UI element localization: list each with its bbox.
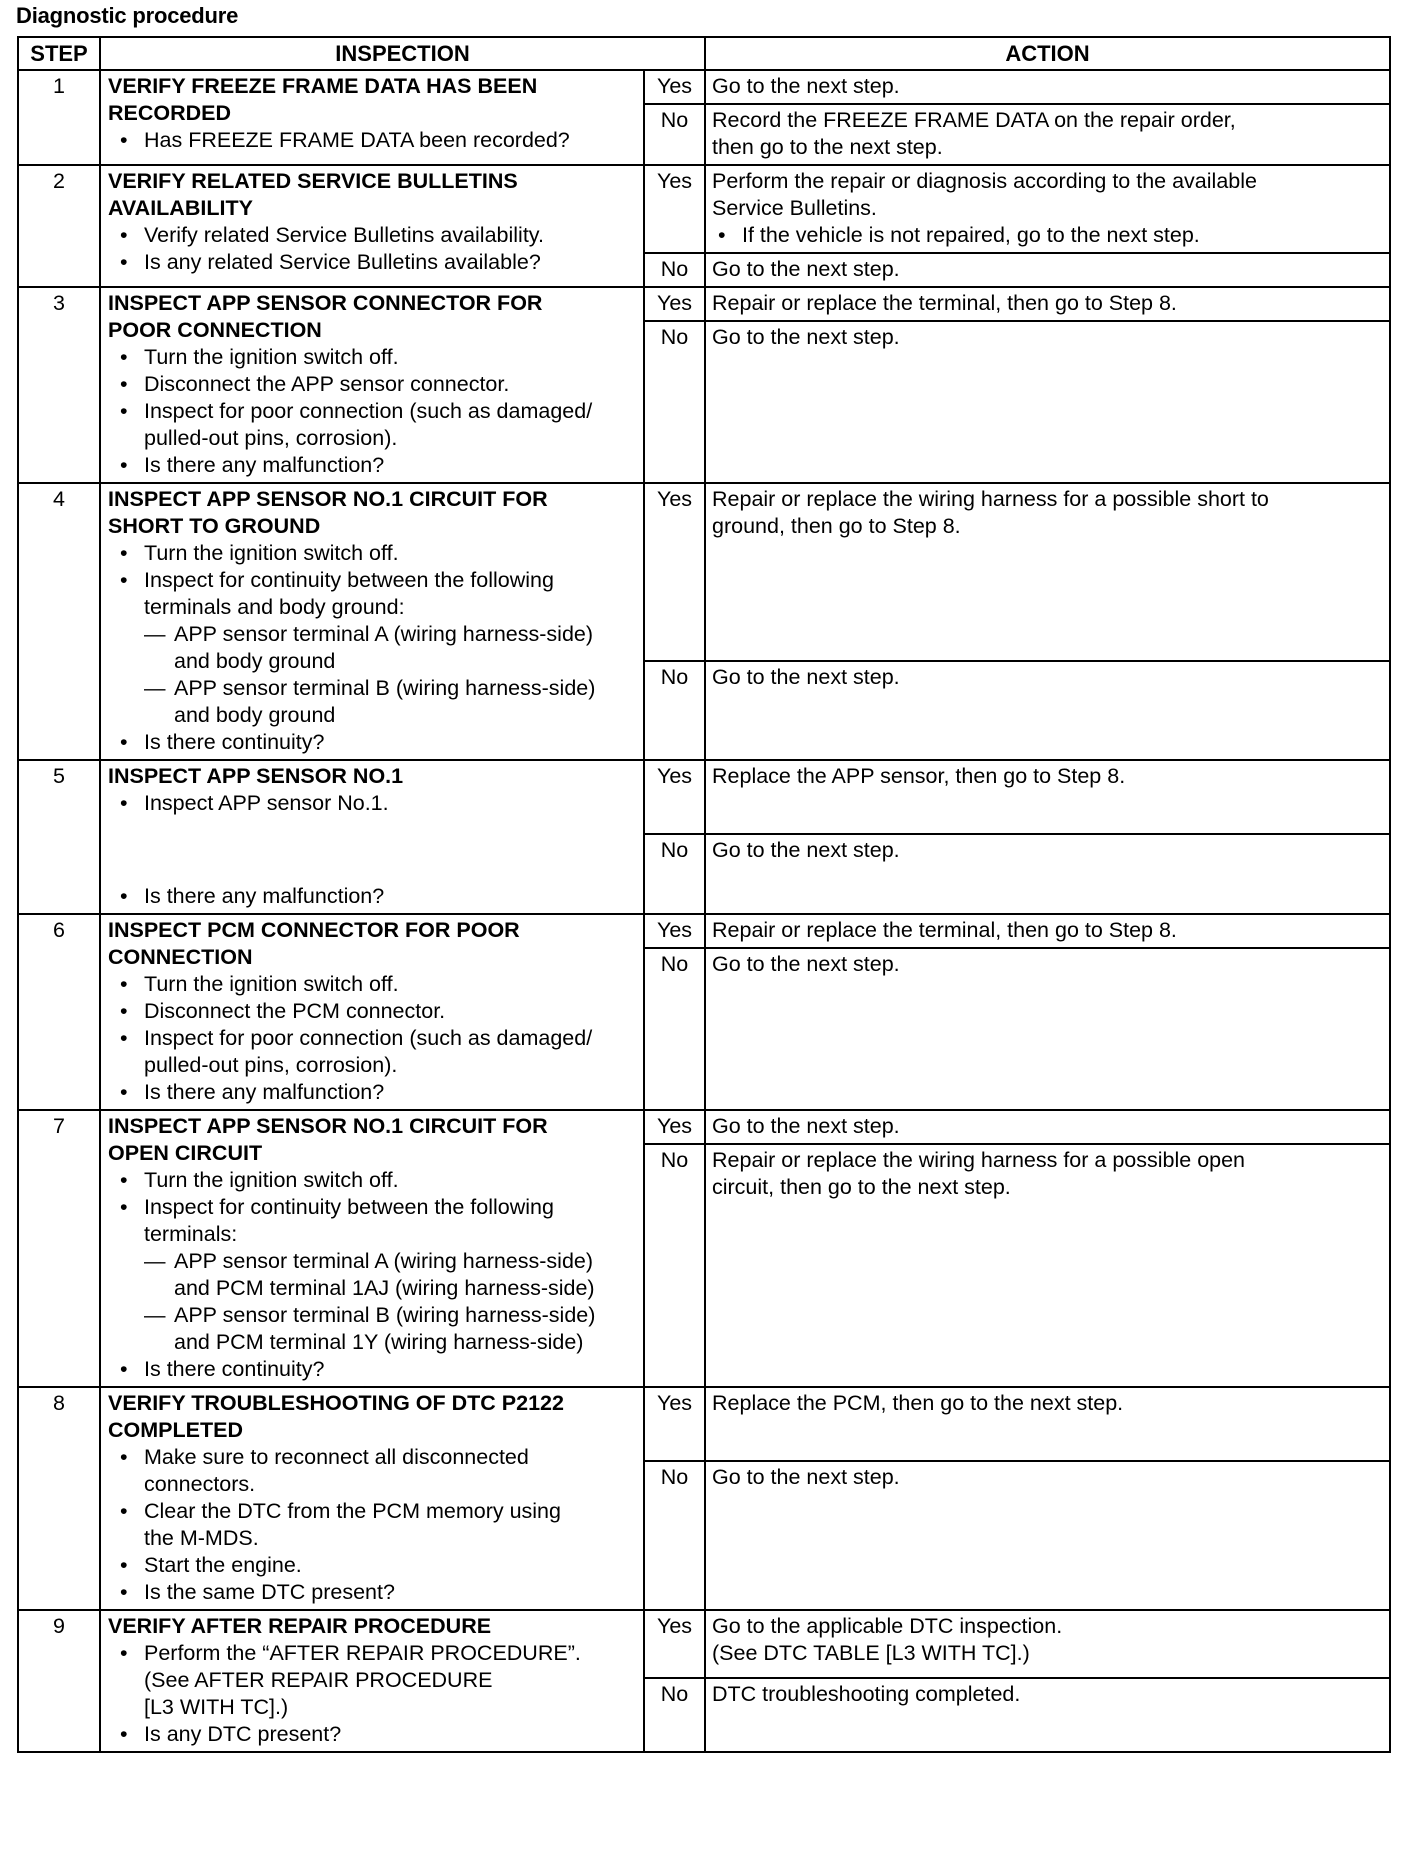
inspection-cell: [100, 483, 644, 760]
yes-label: Yes: [644, 760, 705, 834]
bullet-item: • Clear the DTC from the PCM memory using the M-MDS.: [144, 1498, 639, 1552]
no-label: No: [644, 104, 705, 165]
bullet-item: • Disconnect the PCM connector.: [144, 998, 639, 1025]
bullet-item: • Is any related Service Bulletins available?: [144, 249, 639, 276]
header-inspection: INSPECTION: [100, 37, 705, 70]
step-title: INSPECT APP SENSOR NO.1 CIRCUIT FOR OPEN CIRCUIT: [108, 1114, 548, 1165]
step-title: INSPECT APP SENSOR NO.1 CIRCUIT FOR SHORT TO GROUND: [108, 487, 548, 538]
yes-action: Replace the PCM, then go to the next step.: [705, 1387, 1390, 1461]
step-number: 9: [18, 1610, 100, 1752]
yes-label: Yes: [644, 165, 705, 253]
diagnostic-table: [17, 36, 1391, 1753]
no-action: Go to the next step.: [705, 1461, 1390, 1610]
no-action: DTC troubleshooting completed.: [705, 1678, 1390, 1752]
no-action: Go to the next step.: [705, 948, 1390, 1110]
bullet-item: • Perform the “AFTER REPAIR PROCEDURE”. (See AFTER REPAIR PROCEDURE [L3 WITH TC].): [144, 1640, 639, 1721]
inspection-cell: [100, 914, 644, 1110]
yes-label: Yes: [644, 1387, 705, 1461]
yes-action: Repair or replace the wiring harness for a possible short to ground, then go to Step 8.: [705, 483, 1390, 661]
yes-action: Repair or replace the terminal, then go to Step 8.: [705, 287, 1390, 321]
no-action: Go to the next step.: [705, 661, 1390, 760]
no-label: No: [644, 253, 705, 287]
inspection-cell: [100, 70, 644, 165]
step-title: VERIFY TROUBLESHOOTING OF DTC P2122 COMPLETED: [108, 1391, 564, 1442]
table-row: [18, 760, 1390, 834]
step-title: VERIFY AFTER REPAIR PROCEDURE: [108, 1614, 492, 1638]
yes-label: Yes: [644, 914, 705, 948]
no-label: No: [644, 1461, 705, 1610]
bullet-item: • Turn the ignition switch off.: [144, 540, 639, 567]
sub-item: — APP sensor terminal B (wiring harness-side) and PCM terminal 1Y (wiring harness-side): [144, 1303, 596, 1354]
step-number: 5: [18, 760, 100, 914]
header-step: STEP: [18, 37, 100, 70]
bullet-item: • Turn the ignition switch off.: [144, 344, 639, 371]
bullet-item: • Inspect for continuity between the following terminals and body ground: — APP sensor terminal A (wiring harness-side) and body ground — APP sensor terminal B (wiring harness-side) and body ground: [144, 567, 639, 729]
bullet-item: • Inspect APP sensor No.1.: [144, 790, 639, 817]
inspection-cell: [100, 1610, 644, 1752]
yes-action: Go to the next step.: [705, 70, 1390, 104]
no-action: Go to the next step.: [705, 253, 1390, 287]
sub-item: — APP sensor terminal A (wiring harness-side) and PCM terminal 1AJ (wiring harness-side): [144, 1249, 595, 1300]
inspection-cell: [100, 760, 644, 914]
table-row: [18, 1110, 1390, 1144]
no-action: Record the FREEZE FRAME DATA on the repair order, then go to the next step.: [705, 104, 1390, 165]
bullet-item: • Is there any malfunction?: [144, 1079, 639, 1106]
bullet-item: • Is there any malfunction?: [144, 452, 639, 479]
inspection-cell: [100, 1387, 644, 1610]
inspection-cell: [100, 165, 644, 287]
step-title: INSPECT PCM CONNECTOR FOR POOR CONNECTION: [108, 918, 520, 969]
no-label: No: [644, 948, 705, 1110]
step-number: 4: [18, 483, 100, 760]
yes-action: Repair or replace the terminal, then go to Step 8.: [705, 914, 1390, 948]
page-title: Diagnostic procedure: [16, 3, 239, 28]
no-label: No: [644, 321, 705, 483]
no-action: Repair or replace the wiring harness for a possible open circuit, then go to the next step.: [705, 1144, 1390, 1387]
table-row: [18, 287, 1390, 321]
bullet-item: • Is there continuity?: [144, 1356, 639, 1383]
step-title: INSPECT APP SENSOR NO.1: [108, 764, 404, 788]
bullet-item: • Disconnect the APP sensor connector.: [144, 371, 639, 398]
step-number: 7: [18, 1110, 100, 1387]
yes-label: Yes: [644, 1110, 705, 1144]
step-title: INSPECT APP SENSOR CONNECTOR FOR POOR CONNECTION: [108, 291, 543, 342]
yes-action: Perform the repair or diagnosis according to the available Service Bulletins. • If the vehicle is not repaired, go to the next step.: [705, 165, 1390, 253]
table-row: [18, 165, 1390, 253]
table-row: [18, 914, 1390, 948]
step-title: VERIFY RELATED SERVICE BULLETINS AVAILABILITY: [108, 169, 518, 220]
step-number: 8: [18, 1387, 100, 1610]
bullet-item: • Is there any malfunction?: [144, 883, 639, 910]
bullet-item: • Inspect for continuity between the following terminals: — APP sensor terminal A (wiring harness-side) and PCM terminal 1AJ (wiring harness-side) — APP sensor terminal B (wiring harness-side) and PCM terminal 1Y (wiring harness-side): [144, 1194, 639, 1356]
table-row: [18, 1387, 1390, 1461]
step-number: 1: [18, 70, 100, 165]
step-title: VERIFY FREEZE FRAME DATA HAS BEEN RECORDED: [108, 74, 538, 125]
bullet-item: • Verify related Service Bulletins availability.: [144, 222, 639, 249]
bullet-item: • Is there continuity?: [144, 729, 639, 756]
no-action: Go to the next step.: [705, 834, 1390, 914]
bullet-item: • If the vehicle is not repaired, go to the next step.: [742, 222, 1385, 249]
step-number: 3: [18, 287, 100, 483]
bullet-item: • Inspect for poor connection (such as damaged/ pulled-out pins, corrosion).: [144, 398, 639, 452]
bullet-item: • Make sure to reconnect all disconnected connectors.: [144, 1444, 639, 1498]
no-label: No: [644, 1678, 705, 1752]
table-row: [18, 1610, 1390, 1678]
header-action: ACTION: [705, 37, 1390, 70]
yes-label: Yes: [644, 1610, 705, 1678]
inspection-cell: [100, 287, 644, 483]
sub-item: — APP sensor terminal A (wiring harness-side) and body ground: [144, 622, 594, 673]
no-label: No: [644, 1144, 705, 1387]
yes-label: Yes: [644, 483, 705, 661]
yes-action: Go to the next step.: [705, 1110, 1390, 1144]
no-label: No: [644, 661, 705, 760]
no-label: No: [644, 834, 705, 914]
inspection-cell: [100, 1110, 644, 1387]
bullet-item: • Inspect for poor connection (such as damaged/ pulled-out pins, corrosion).: [144, 1025, 639, 1079]
yes-action: Replace the APP sensor, then go to Step 8.: [705, 760, 1390, 834]
yes-action: Go to the applicable DTC inspection. (See DTC TABLE [L3 WITH TC].): [705, 1610, 1390, 1678]
yes-label: Yes: [644, 287, 705, 321]
step-number: 2: [18, 165, 100, 287]
bullet-item: • Is the same DTC present?: [144, 1579, 639, 1606]
yes-label: Yes: [644, 70, 705, 104]
table-row: [18, 483, 1390, 661]
bullet-item: • Turn the ignition switch off.: [144, 1167, 639, 1194]
sub-item: — APP sensor terminal B (wiring harness-side) and body ground: [144, 676, 596, 727]
table-header-row: [18, 37, 1390, 70]
table-row: [18, 70, 1390, 104]
no-action: Go to the next step.: [705, 321, 1390, 483]
step-number: 6: [18, 914, 100, 1110]
bullet-item: • Has FREEZE FRAME DATA been recorded?: [144, 127, 639, 154]
bullet-item: • Start the engine.: [144, 1552, 639, 1579]
bullet-item: • Turn the ignition switch off.: [144, 971, 639, 998]
bullet-item: • Is any DTC present?: [144, 1721, 639, 1748]
